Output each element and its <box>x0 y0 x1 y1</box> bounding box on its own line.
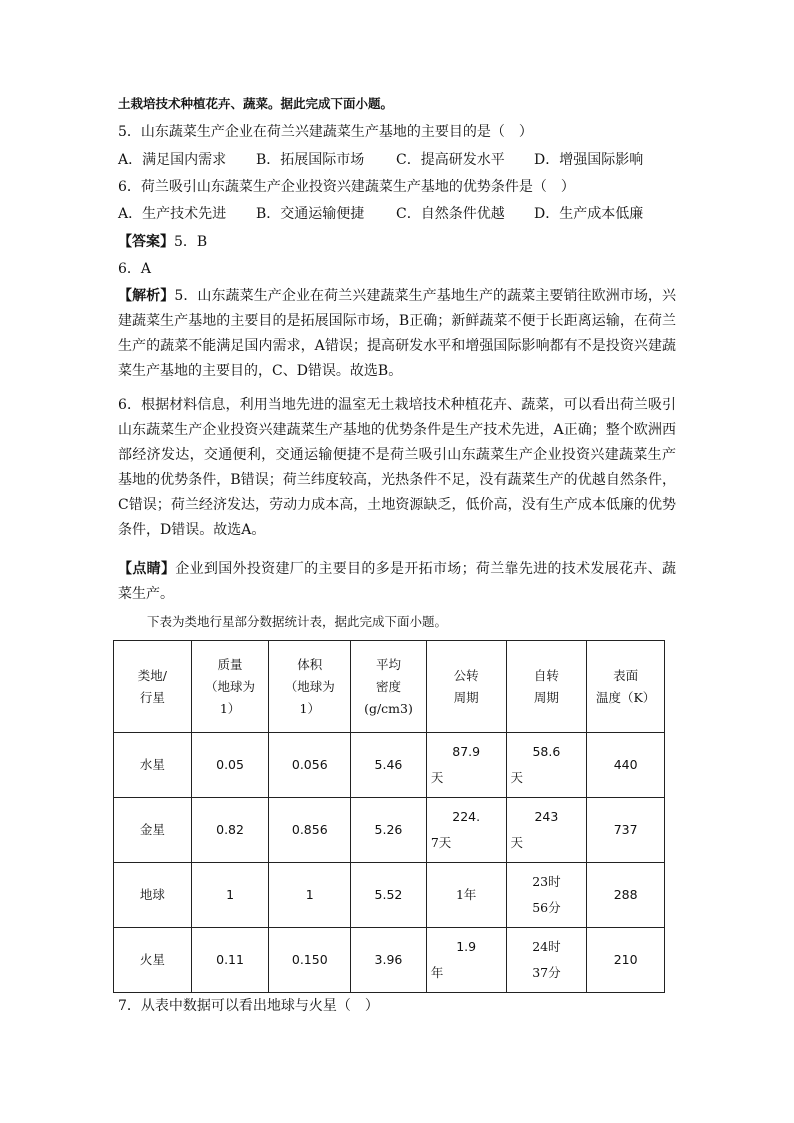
cell-orbit-line2: 年 <box>430 965 444 980</box>
intro-tail: 土栽培技术种植花卉、蔬菜。据此完成下面小题。 <box>118 96 394 111</box>
header-mass-line3: 1） <box>219 700 241 716</box>
cell-rotation <box>506 863 587 928</box>
cell-density: 5.52 <box>351 863 427 928</box>
header-planet-line2: 行星 <box>139 689 165 705</box>
header-orbit-line1: 公转 <box>453 667 479 683</box>
cell-volume: 0.856 <box>269 798 351 863</box>
header-volume-line3: 1） <box>299 700 320 716</box>
cell-density: 3.96 <box>351 928 427 993</box>
header-orbit <box>426 641 506 733</box>
planet-data-table <box>113 640 665 993</box>
cell-planet: 水星 <box>114 733 192 798</box>
cell-rotation-line2: 37分 <box>532 965 561 980</box>
cell-orbit-line2: 天 <box>430 770 444 785</box>
answer-tag: 【答案】 <box>118 234 174 250</box>
header-mass <box>191 641 269 733</box>
cell-mass: 0.82 <box>191 798 269 863</box>
q5-option-a: A．满足国内需求 <box>118 152 227 168</box>
header-volume-line2: （地球为 <box>284 678 335 694</box>
header-temp-line2: 温度（K） <box>595 689 656 705</box>
cell-mass: 0.11 <box>191 928 269 993</box>
cell-rotation <box>506 798 587 863</box>
cell-rotation <box>506 733 587 798</box>
header-mass-line1: 质量 <box>217 656 243 672</box>
analysis-5-text: 5．山东蔬菜生产企业在荷兰兴建蔬菜生产基地生产的蔬菜主要销往欧洲市场，兴建蔬菜生产基地的主要目的是拓展国际市场，B正确；新鲜蔬菜不便于长距离运输，在荷兰生产的蔬菜不能满足国内需求，A错误；提高研发水平和增强国际影响都有不是投资兴建蔬菜生产基地的主要目的，C、D错误。故选B。 <box>118 288 677 379</box>
header-planet <box>114 641 192 733</box>
q6-option-a: A．生产技术先进 <box>118 206 227 222</box>
cell-planet: 金星 <box>114 798 192 863</box>
table-row <box>114 863 665 928</box>
cell-density: 5.46 <box>351 733 427 798</box>
cell-mass: 0.05 <box>191 733 269 798</box>
cell-volume: 1 <box>269 863 351 928</box>
cell-volume: 0.056 <box>269 733 351 798</box>
cell-planet: 火星 <box>114 928 192 993</box>
cell-rotation-line1: 243 <box>534 809 559 824</box>
cell-rotation-line1: 24时 <box>532 939 561 954</box>
q6-option-d: D．生产成本低廉 <box>534 206 644 222</box>
cell-rotation <box>506 928 587 993</box>
question-5-stem: 5．山东蔬菜生产企业在荷兰兴建蔬菜生产基地的主要目的是（ ） <box>118 124 533 140</box>
header-density-line3: (g/cm3) <box>364 700 413 716</box>
q5-option-c: C．提高研发水平 <box>396 152 505 168</box>
answer-5-value: 5．B <box>174 234 208 250</box>
comment-text: 企业到国外投资建厂的主要目的多是开拓市场；荷兰靠先进的技术发展花卉、蔬菜生产。 <box>118 561 677 602</box>
analysis-tag: 【解析】 <box>118 288 175 304</box>
header-temp <box>587 641 665 733</box>
comment <box>118 557 676 607</box>
table-row <box>114 798 665 863</box>
header-volume-line1: 体积 <box>297 656 323 672</box>
cell-temp: 737 <box>587 798 665 863</box>
header-volume <box>269 641 351 733</box>
q6-option-c: C．自然条件优越 <box>396 206 505 222</box>
cell-orbit <box>426 798 506 863</box>
header-density-line1: 平均 <box>375 656 401 672</box>
cell-rotation-line2: 天 <box>510 770 524 785</box>
cell-rotation-line2: 天 <box>510 835 524 850</box>
answer-6: 6．A <box>118 261 152 277</box>
table-header-row <box>114 641 665 733</box>
cell-temp: 210 <box>587 928 665 993</box>
cell-orbit-line1: 224. <box>452 809 481 824</box>
analysis-5 <box>118 284 676 384</box>
header-mass-line2: （地球为 <box>205 678 256 694</box>
cell-orbit <box>426 863 506 928</box>
header-orbit-line2: 周期 <box>453 689 479 705</box>
cell-temp: 440 <box>587 733 665 798</box>
analysis-6: 6．根据材料信息，利用当地先进的温室无土栽培技术种植花卉、蔬菜，可以看出荷兰吸引山东蔬菜生产企业投资兴建蔬菜生产基地的优势条件是生产技术先进，A正确；整个欧洲西部经济发达，交通便利，交通运输便捷不是荷兰吸引山东蔬菜生产企业投资兴建蔬菜生产基地的优势条件，B错误；荷兰纬度较高，光热条件不足，没有蔬菜生产的优越自然条件，C错误；荷兰经济发达，劳动力成本高，土地资源缺乏，低价高，没有生产成本低廉的优势条件，D错误。故选A。 <box>118 397 676 538</box>
comment-tag: 【点睛】 <box>118 561 176 577</box>
cell-mass: 1 <box>191 863 269 928</box>
header-density-line2: 密度 <box>375 678 401 694</box>
cell-density: 5.26 <box>351 798 427 863</box>
q5-option-d: D．增强国际影响 <box>534 152 644 168</box>
answer-5 <box>118 234 678 250</box>
table-intro: 下表为类地行星部分数据统计表，据此完成下面小题。 <box>147 614 448 629</box>
question-6-options <box>118 206 678 222</box>
cell-temp: 288 <box>587 863 665 928</box>
cell-rotation-line1: 23时 <box>532 874 561 889</box>
header-rotation-line2: 周期 <box>533 689 559 705</box>
cell-orbit-line1: 1年 <box>455 887 477 902</box>
cell-rotation-line2: 56分 <box>532 900 561 915</box>
question-7-stem: 7．从表中数据可以看出地球与火星（ ） <box>118 998 379 1014</box>
q6-option-b: B．交通运输便捷 <box>256 206 365 222</box>
header-rotation <box>506 641 587 733</box>
header-rotation-line1: 自转 <box>533 667 559 683</box>
table-row <box>114 928 665 993</box>
cell-orbit <box>426 928 506 993</box>
cell-orbit <box>426 733 506 798</box>
cell-orbit-line1: 87.9 <box>452 744 481 759</box>
q5-option-b: B．拓展国际市场 <box>256 152 365 168</box>
header-temp-line1: 表面 <box>613 667 639 683</box>
cell-orbit-line2: 7天 <box>430 835 452 850</box>
cell-orbit-line1: 1.9 <box>456 939 477 954</box>
question-6-stem: 6．荷兰吸引山东蔬菜生产企业投资兴建蔬菜生产基地的优势条件是（ ） <box>118 179 575 195</box>
header-planet-line1: 类地/ <box>137 667 167 683</box>
table-row <box>114 733 665 798</box>
question-5-options <box>118 152 678 168</box>
cell-rotation-line1: 58.6 <box>532 744 561 759</box>
header-density <box>351 641 427 733</box>
cell-planet: 地球 <box>114 863 192 928</box>
cell-volume: 0.150 <box>269 928 351 993</box>
